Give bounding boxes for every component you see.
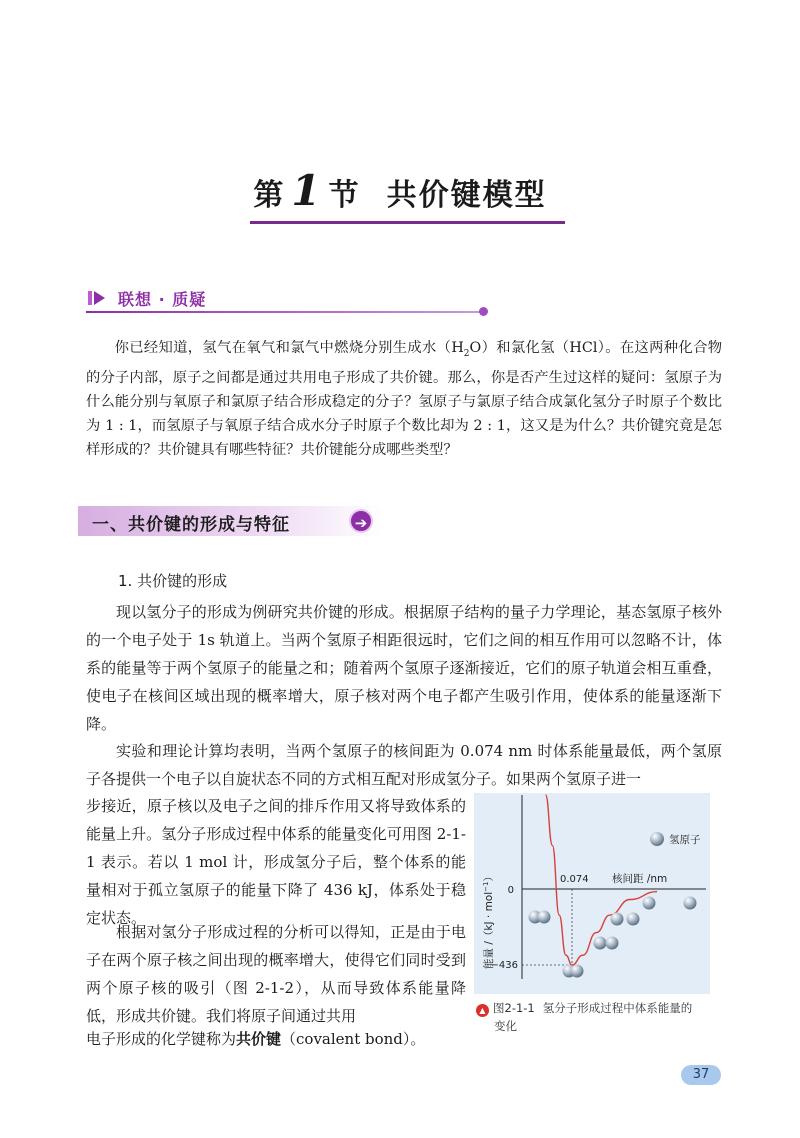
chapter-title (0, 166, 800, 215)
hydrogen-atoms (529, 897, 697, 978)
formula-water: $H_2O$ (451, 340, 482, 359)
caption-text: 氢分子形成过程中体系能量的 (542, 1001, 693, 1015)
lead-paragraph: 你已经知道，氢气在氧气和氯气中燃烧分别生成水$(H_2O)$和氯化氢（HCl）。在这两种化合物的分子内部，原子之间都是通过共用电子形成了共价键。那么，你是否产生过这样的疑问：氢原子为什么能分别与氧原子和氯原子结合形成稳定的分子？氢原子与氯原子结合成氯化氢分子时原子个数比为 1 : 1，而氢原子与氧原子结合成水分子时原子个数比却为 2 : 1，这又是为什么？共价键究竟是怎样形成的？共价键具有哪些特征？共价键能分成哪些类型？ (86, 340, 723, 458)
atom (538, 911, 551, 924)
y-axis-label: 能量 /（kJ · mol$^{-1}$） (482, 871, 495, 969)
x-min-label: 0.074 (560, 874, 589, 885)
atom (643, 897, 656, 910)
body-paragraph-4: 根据对氢分子形成过程的分析可以得知，正是由于电子在两个原子核之间出现的概率增大，使得它们同时受到两个原子核的吸引（图 2-1-2），从而导致体系能量降低，形成共价键。我们将原子间通过共用 (86, 923, 466, 1025)
tick-zero: 0 (507, 885, 514, 896)
subheading: 1. 共价键的形成 (118, 572, 228, 590)
atom (594, 937, 607, 950)
x-axis-label: 核间距 /nm (612, 873, 668, 885)
caption-text-2: 变化 (494, 1019, 517, 1033)
body-paragraph-5: 电子形成的化学键称为共价键（covalent bond）。 (86, 1030, 426, 1048)
body-paragraph-2: 实验和理论计算均表明，当两个氢原子的核间距为 0.074 nm 时体系能量最低，两个氢原子各提供一个电子以自旋状态不同的方式相互配对形成氢分子。如果两个氢原子进一 (86, 742, 722, 788)
body-paragraph-3: 步接近，原子核以及电子之间的排斥作用又将导致体系的能量上升。氢分子形成过程中体系的能量变化可用图 2-1-1 表示。若以 1 mol 计，形成氢分子后，整个体系的能量相对于孤立氢原子的能量下降了 436 kJ，体系处于稳定状态。 (86, 797, 466, 927)
body-paragraph-1: 现以氢分子的形成为例研究共价键的形成。根据原子结构的量子力学理论，基态氢原子核外的一个电子处于 1s 轨道上。当两个氢原子相距很远时，它们之间的相互作用可以忽略不计，体系的能量等于两个氢原子的能量之和；随着两个氢原子逐渐接近，它们的原子轨道会相互重叠，使电子在核间区域出现的概率增大，原子核对两个电子都产生吸引作用，使体系的能量逐渐下降。 (86, 603, 722, 733)
section-number: 1 (291, 166, 323, 215)
arrow-right-icon: ➔ (349, 509, 373, 533)
page-number: 37 (681, 1065, 721, 1085)
term-covalent-bond: 共价键 (236, 1030, 282, 1048)
section-suffix: 节 (328, 178, 361, 213)
chapter-name: 共价键模型 (386, 178, 547, 213)
lead-section-heading (86, 285, 206, 311)
play-marker-icon (86, 288, 112, 308)
atom (684, 897, 697, 910)
figure-caption (476, 999, 716, 1035)
section-title: 一、共价键的形成与特征 (92, 515, 290, 535)
legend-label: 氢原子 (669, 834, 701, 846)
atom (606, 937, 619, 950)
energy-chart (474, 793, 710, 994)
title-underline (250, 221, 565, 224)
lead-section-rule-dot (479, 307, 488, 316)
energy-figure (474, 793, 710, 994)
atom (627, 913, 640, 926)
caption-number: 图2-1-1 (493, 1001, 535, 1015)
atom (571, 965, 584, 978)
atom (611, 913, 624, 926)
section-prefix: 第 (253, 178, 286, 213)
lead-section-rule (86, 311, 482, 313)
legend-atom-icon (650, 832, 664, 846)
lead-section-label: 联想 · 质疑 (118, 289, 207, 309)
caption-marker-icon: ▲ (476, 1004, 489, 1017)
tick-min: −436 (490, 960, 518, 971)
